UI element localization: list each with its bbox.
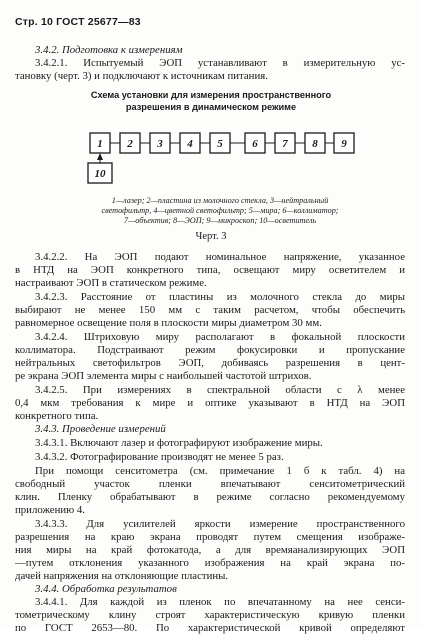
block-5-mira bbox=[210, 133, 230, 153]
svg-text:4: 4 bbox=[187, 138, 193, 150]
paragraph-sensitometer-line: клин. Пленку обрабатывают в режиме согласно рекомендуемому bbox=[15, 491, 405, 503]
paragraph-3422-line: в НТД на ЭОП конкретного типа, освещают миру осветителем и bbox=[15, 264, 405, 276]
paragraph-3422-line: 3.4.2.2. На ЭОП подают номинальное напряжение, указанное bbox=[35, 251, 405, 263]
figure-legend-line: 1—лазер; 2—пластина из молочного стекла, 3—нейтральный bbox=[111, 196, 329, 205]
svg-text:10: 10 bbox=[94, 168, 106, 180]
paragraph-sensitometer-line: приложению 4. bbox=[15, 504, 86, 516]
paragraph-3425-line: 3.4.2.5. При измерениях в спектральной области с λ менее bbox=[35, 384, 405, 396]
paragraph-3433-line: ния миры на край фотокатода, а для времяанализирующих ЭОП bbox=[15, 544, 405, 556]
svg-text:6: 6 bbox=[252, 138, 258, 150]
paragraph-3421-line: 3.4.2.1. Испытуемый ЭОП устанавливают в измерительную ус- bbox=[35, 57, 405, 69]
page-header: Стр. 10 ГОСТ 25677—83 bbox=[15, 16, 141, 28]
figure-title-line: разрешения в динамическом режиме bbox=[125, 102, 297, 112]
figure-legend-line: светофильтр, 4—цветной светофильтр; 5—мира; 6—коллиматор; bbox=[101, 206, 339, 215]
svg-text:2: 2 bbox=[127, 138, 133, 150]
figure-title-line: Схема установки для измерения пространственного bbox=[90, 90, 332, 100]
paragraph-3425-line: конкретного типа. bbox=[15, 410, 99, 422]
figure-label: Черт. 3 bbox=[195, 231, 227, 242]
paragraph-3441-line: по ГОСТ 2653—80. По характеристической кривой определяют bbox=[15, 622, 405, 634]
paragraph-sensitometer-line: свободный участок пленки впечатывают сенситометрический bbox=[15, 478, 405, 490]
block-1-laser bbox=[90, 133, 110, 153]
paragraph-3423-line: равномерное освещение поля в плоскости миры диаметром 30 мм. bbox=[15, 317, 322, 329]
svg-text:7: 7 bbox=[282, 138, 288, 150]
block-4-color-filter bbox=[180, 133, 200, 153]
svg-text:8: 8 bbox=[312, 138, 318, 150]
block-2-plate bbox=[120, 133, 140, 153]
paragraph-3421-line: тановку (черт. 3) и подключают к источникам питания. bbox=[15, 70, 268, 82]
block-3-filter bbox=[150, 133, 170, 153]
block-7-objective bbox=[275, 133, 295, 153]
block-6-collimator bbox=[245, 133, 265, 153]
block-10-illuminator bbox=[88, 163, 112, 183]
paragraph-3424-line: 3.4.2.4. Штриховую миру располагают в фокальной плоскости bbox=[35, 331, 405, 343]
block-9-microscope bbox=[334, 133, 354, 153]
svg-text:1: 1 bbox=[97, 138, 103, 150]
paragraph-3433-line: дачей напряжения на отклоняющие пластины. bbox=[15, 570, 229, 582]
paragraph-3423-line: выбирают не менее 150 мм с таким расчетом, чтобы обеспечить bbox=[15, 304, 405, 316]
paragraph-3425-line: 0,4 мкм требования к мире и оптике указывают в НТД на ЭОП bbox=[15, 397, 405, 409]
svg-text:3: 3 bbox=[157, 138, 163, 150]
svg-text:9: 9 bbox=[341, 138, 347, 150]
schematic-diagram bbox=[0, 0, 422, 200]
paragraph-3433-line: разрешения на краю экрана проводят путем смещения изображе- bbox=[15, 531, 405, 543]
paragraph-3433-line: 3.4.3.3. Для усилителей яркости измерение пространственного bbox=[35, 518, 405, 530]
paragraph-3422-line: настраивают ЭОП в статическом режиме. bbox=[15, 277, 207, 289]
paragraph-3424-line: ре экрана ЭОП элемента миры с наибольшей частотой штрихов. bbox=[15, 370, 312, 382]
section-heading-processing: 3.4.4. Обработка результатов bbox=[35, 583, 177, 595]
paragraph-3424-line: коллиматора. Подстраивают режим фокусировки и пропускание bbox=[15, 344, 405, 356]
paragraph-3441-line: тометрическому клину строят характеристическую кривую пленки bbox=[15, 609, 405, 621]
svg-text:5: 5 bbox=[217, 138, 223, 150]
paragraph-sensitometer-line: При помощи сенситометра (см. примечание 1 б к табл. 4) на bbox=[35, 465, 405, 477]
paragraph-3432: 3.4.3.2. Фотографирование производят не менее 5 раз. bbox=[35, 451, 284, 463]
paragraph-3441-line: 3.4.4.1. Для каждой из пленок по впечатанному на нее сенси- bbox=[35, 596, 405, 608]
section-heading-preparation: 3.4.2. Подготовка к измерениям bbox=[35, 44, 183, 56]
figure-legend-line: 7—объектив; 8—ЭОП; 9—микроскоп; 10—осветитель bbox=[123, 216, 317, 225]
paragraph-3433-line: —путем отклонения указанного изображения на край экрана по- bbox=[15, 557, 405, 569]
paragraph-3431: 3.4.3.1. Включают лазер и фотографируют изображение миры. bbox=[35, 437, 323, 449]
block-8-eop bbox=[305, 133, 325, 153]
paragraph-3424-line: нейтральных светофильтров ЭОП, добиваясь разрешения в цент- bbox=[15, 357, 405, 369]
section-heading-measurements: 3.4.3. Проведение измерений bbox=[35, 423, 166, 435]
paragraph-3423-line: 3.4.2.3. Расстояние от пластины из молочного стекла до миры bbox=[35, 291, 405, 303]
